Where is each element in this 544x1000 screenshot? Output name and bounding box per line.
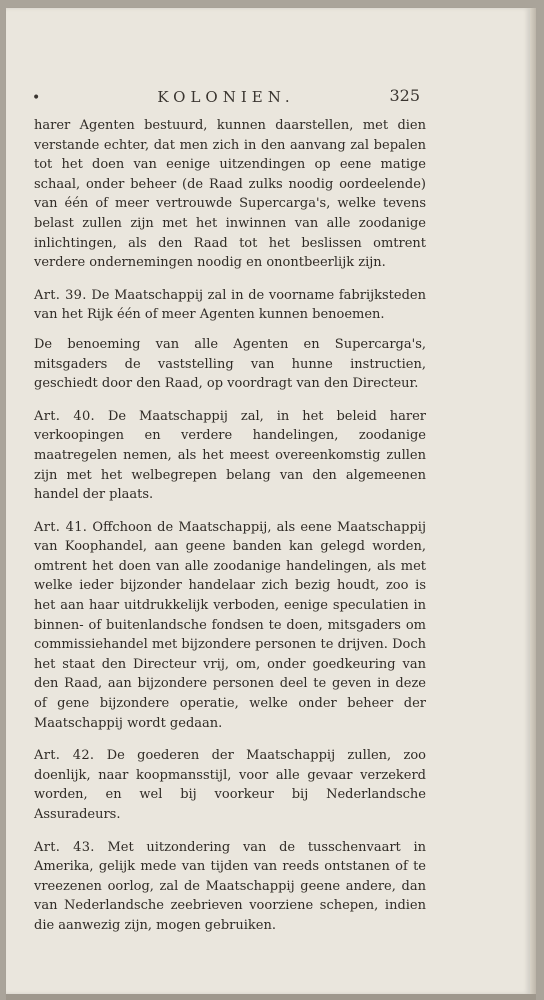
header-mark: • <box>32 90 41 106</box>
paragraph-text: De Maatschappij zal, in het beleid harer verkoopingen en verdere handelingen, zoodanige maatregelen nemen, als het meest overeenkomstig zullen zijn met het welbegrepen belang van den algemeenen handel der plaats. <box>34 408 426 503</box>
paragraph-text: De goederen der Maatschappij zullen, zoo doenlijk, naar koopmansstijl, voor alle gevaar verzekerd worden, en wel bij voorkeur bij Nederlandsche Assuradeurs. <box>34 748 426 822</box>
article-number: Art. 39. <box>34 287 87 303</box>
page-edge-bottom <box>6 994 536 1000</box>
paragraph-text: harer Agenten bestuurd, kunnen daarstellen, met dien verstande echter, dat men zich in den aanvang zal bepalen tot het doen van eenige uitzendingen op eene matige schaal, onder beheer (de Raad zulks noodig oordeelende) van één of meer vertrouwde Supercarga's, welke tevens belast zullen zijn met het inwinnen van alle zoodanige inlichtingen, als den Raad tot het beslissen omtrent verdere ondernemingen noodig en onontbeerlijk zijn. <box>34 118 426 271</box>
page-number: 325 <box>389 86 420 105</box>
paragraph-appointments <box>34 335 426 394</box>
article-40 <box>34 407 426 505</box>
paragraph-text: De Maatschappij zal in de voorname fabrijksteden van het Rijk één of meer Agenten kunnen benoemen. <box>34 287 426 323</box>
article-number: Art. 40. <box>34 408 95 424</box>
article-39 <box>34 286 426 325</box>
page-edge-right <box>530 8 536 994</box>
article-42 <box>34 746 426 824</box>
paragraph-text: Met uitzondering van de tusschenvaart in Amerika, gelijk mede van tijden van reeds ontstanen of te vreezenen oorlog, zal de Maatschappij geene andere, dan van Nederlandsche zeebrieven voorziene schepen, indien die aanwezig zijn, mogen gebruiken. <box>34 839 426 933</box>
body-text <box>34 116 426 936</box>
paragraph-text: Offchoon de Maatschappij, als eene Maatschappij van Koophandel, aan geene banden kan gelegd worden, omtrent het doen van alle zoodanige handelingen, als met welke ieder bijzonder handelaar zich bezig houdt, zoo is het aan haar uitdrukkelijk verboden, eenige speculatien in binnen- of buitenlandsche fondsen te doen, mitsgaders om commissiehandel met bijzondere personen te drijven. Doch het staat den Directeur vrij, om, onder goedkeuring van den Raad, aan bijzondere personen deel te geven in deze of gene bijzondere operatie, welke onder beheer der Maatschappij wordt gedaan. <box>34 519 426 731</box>
article-43 <box>34 838 426 936</box>
article-41 <box>34 518 426 734</box>
paragraph-text: De benoeming van alle Agenten en Supercarga's, mitsgaders de vaststelling van hunne instructien, geschiedt door den Raad, op voordragt van den Directeur. <box>34 336 426 392</box>
running-header <box>32 86 420 110</box>
article-number: Art. 42. <box>34 748 95 764</box>
article-number: Art. 41. <box>34 519 88 535</box>
running-title: KOLONIEN. <box>157 88 295 106</box>
article-number: Art. 43. <box>34 839 95 855</box>
paragraph-continuation <box>34 116 426 273</box>
